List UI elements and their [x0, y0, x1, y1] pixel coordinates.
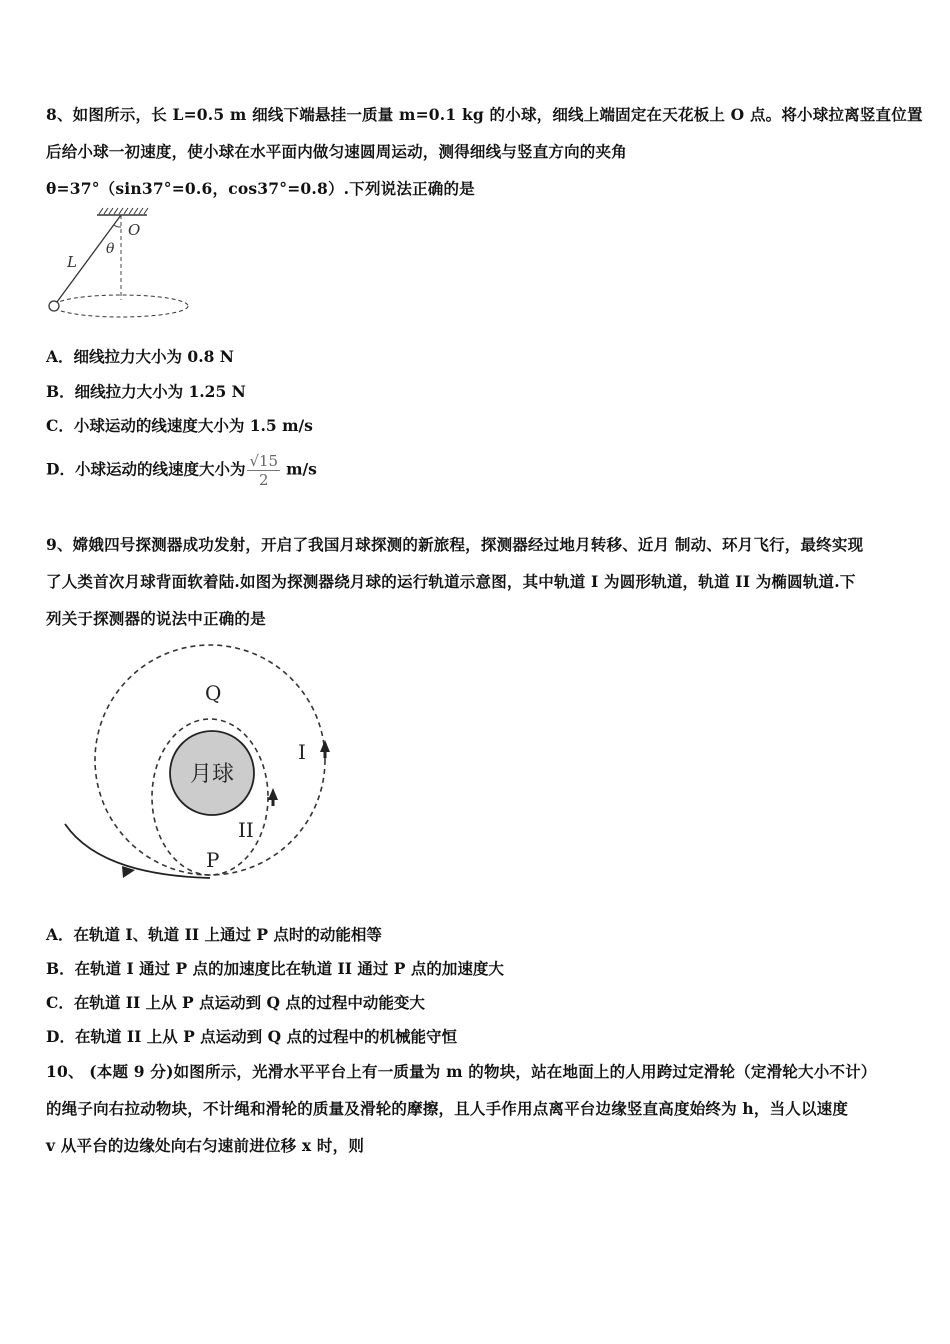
q8-option-b: B．细线拉力大小为 1.25 N: [46, 382, 246, 401]
q8-option-d-fraction: [247, 452, 280, 489]
q8-label-O: O: [128, 221, 141, 239]
q10-stem-line-3: v 从平台的边缘处向右匀速前进位移 x 时，则: [46, 1136, 365, 1155]
q10-stem-line-2: 的绳子向右拉动物块，不计绳和滑轮的质量及滑轮的摩擦，且人手作用点离平台边缘竖直高度始终为 h，当人以速度: [46, 1099, 849, 1118]
q8-option-d-denominator: 2: [247, 470, 280, 489]
q8-option-d: [46, 452, 317, 489]
q9-label-P: P: [206, 848, 220, 872]
q9-label-Q: Q: [205, 681, 222, 705]
q9-label-I: I: [298, 740, 306, 764]
q8-pendulum-figure: [40, 205, 200, 325]
q10-stem-line-1: 10、 (本题 9 分)如图所示，光滑水平平台上有一质量为 m 的物块，站在地面上的人用跨过定滑轮（定滑轮大小不计）: [46, 1062, 877, 1081]
q8-option-d-prefix: D．小球运动的线速度大小为: [46, 459, 246, 479]
q9-option-b: B．在轨道 I 通过 P 点的加速度比在轨道 II 通过 P 点的加速度大: [46, 959, 504, 978]
q9-option-a: A．在轨道 I、轨道 II 上通过 P 点时的动能相等: [46, 925, 382, 944]
q9-label-II: II: [238, 818, 254, 842]
q9-stem-line-3: 列关于探测器的说法中正确的是: [46, 609, 266, 628]
q8-option-d-numerator: √15: [249, 452, 279, 470]
q8-stem-line-2: 后给小球一初速度，使小球在水平面内做匀速圆周运动，测得细线与竖直方向的夹角: [46, 142, 627, 161]
q8-label-L: L: [67, 253, 77, 271]
q8-option-c: C．小球运动的线速度大小为 1.5 m/s: [46, 416, 313, 435]
q9-option-d: D．在轨道 II 上从 P 点运动到 Q 点的过程中的机械能守恒: [46, 1027, 457, 1046]
q8-label-theta: θ: [106, 241, 115, 257]
q9-stem-line-2: 了人类首次月球背面软着陆.如图为探测器绕月球的运行轨道示意图，其中轨道 I 为圆形轨道，轨道 II 为椭圆轨道.下: [46, 572, 856, 591]
q8-stem-line-1: 8、如图所示，长 L=0.5 m 细线下端悬挂一质量 m=0.1 kg 的小球，细线上端固定在天花板上 O 点。将小球拉离竖直位置: [46, 105, 923, 124]
q9-option-c: C．在轨道 II 上从 P 点运动到 Q 点的过程中动能变大: [46, 993, 425, 1012]
q9-stem-line-1: 9、嫦娥四号探测器成功发射，开启了我国月球探测的新旅程，探测器经过地月转移、近月 制动、环月飞行，最终实现: [46, 535, 864, 554]
q9-orbit-figure: [55, 640, 345, 890]
moon-label: 月球: [189, 762, 235, 787]
q8-stem-line-3: θ=37°（sin37°=0.6，cos37°=0.8）.下列说法正确的是: [46, 179, 475, 198]
q8-option-d-unit: m/s: [286, 459, 317, 479]
q8-option-a: A．细线拉力大小为 0.8 N: [46, 347, 234, 366]
